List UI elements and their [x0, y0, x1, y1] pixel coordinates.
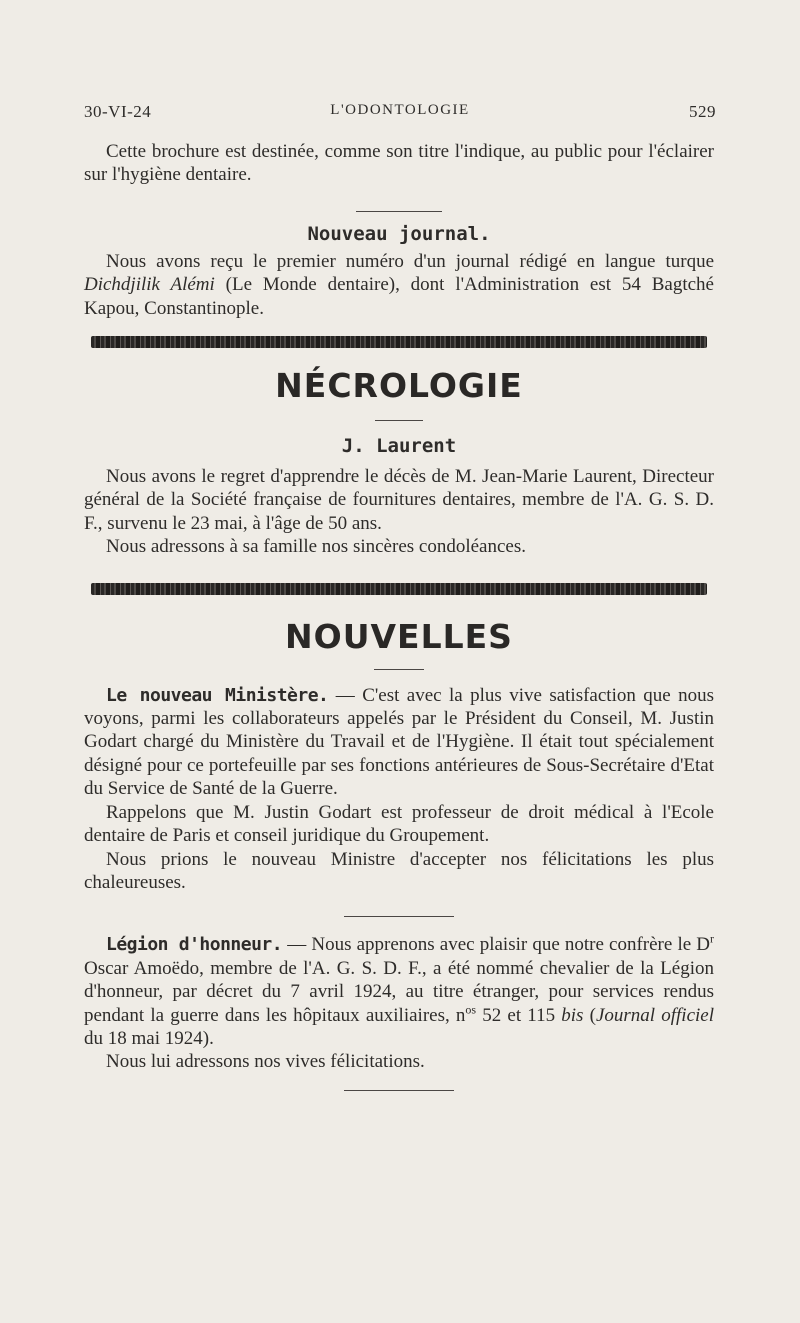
- nouvelles-title: NOUVELLES: [285, 616, 513, 656]
- text-run: du 18 mai 1924).: [84, 1027, 214, 1049]
- superscript: os: [465, 1002, 477, 1017]
- necrologie-subheading: J. Laurent: [341, 435, 457, 458]
- separator-rule: [356, 211, 442, 212]
- text-run: 52 et 115: [476, 1004, 562, 1026]
- text-run: Oscar Amoëdo, membre de l'A. G. S. D. F., a été nommé chevalier de la Légion d'honneur, par décret du 7 avril 1924, au titre étranger, pour services rendus pendant la guerre dans les hôpitaux auxiliaires, n: [84, 957, 714, 1026]
- necrologie-title: NÉCROLOGIE: [275, 366, 523, 406]
- text-run: Nous avons reçu le premier numéro d'un journal rédigé en langue turque: [106, 250, 714, 272]
- turkish-journal-title: Dichdjilik Alémi: [84, 274, 215, 296]
- journal-officiel-title: Journal officiel: [595, 1004, 714, 1026]
- ministere-paragraph: [84, 684, 714, 801]
- section-band: [91, 336, 707, 348]
- separator-rule: [374, 669, 424, 670]
- running-head: [84, 102, 716, 128]
- intro-paragraph: Cette brochure est destinée, comme son titre l'indique, au public pour l'éclairer sur l'hygiène dentaire.: [84, 141, 714, 186]
- nouveau-journal-paragraph: [84, 250, 714, 320]
- nouveau-journal-heading: Nouveau journal.: [307, 222, 491, 245]
- separator-rule: [375, 420, 423, 421]
- text-run: — Nous apprenons avec plaisir que notre confrère le D: [282, 934, 710, 956]
- legion-runin: Légion d'honneur.: [106, 934, 283, 956]
- page-body: [84, 140, 714, 1091]
- superscript: r: [710, 931, 714, 946]
- vives-felicitations-paragraph: Nous lui adressons nos vives félicitations.: [106, 1051, 425, 1073]
- legion-paragraph: [84, 933, 714, 1050]
- necrologie-paragraph: Nous avons le regret d'apprendre le décès de M. Jean-Marie Laurent, Directeur général de la Société française de fournitures dentaires, membre de l'A. G. S. D. F., survenu le 23 mai, à l'âge de 50 ans.: [84, 466, 714, 534]
- godart-paragraph: Rappelons que M. Justin Godart est professeur de droit médical à l'Ecole dentaire de Paris et conseil juridique du Groupement.: [84, 801, 714, 847]
- italic-bis: bis: [561, 1004, 584, 1026]
- ministere-runin: Le nouveau Ministère.: [106, 684, 329, 706]
- text-run: (: [583, 1004, 596, 1026]
- text-run: (Le Monde dentaire), dont l'Administration est 54 Bagtché Kapou, Constantinople.: [84, 274, 714, 319]
- section-band: [91, 583, 707, 595]
- text-run: — C'est avec la plus vive satisfaction que nous voyons, parmi les collaborateurs appelés par le Président du Conseil, M. Justin Godart chargé du Ministère du Travail et de l'Hygiène. Il était tout spécialement désigné pour ce portefeuille par ses fonctions antérieures de Sous-Secrétaire d'Etat du Service de Santé de la Guerre.: [84, 684, 714, 800]
- end-rule: [344, 1090, 454, 1091]
- condolences-paragraph: Nous adressons à sa famille nos sincères condoléances.: [106, 536, 526, 558]
- page-number: 529: [689, 102, 716, 121]
- issue-date: 30-VI-24: [84, 102, 152, 121]
- separator-rule: [344, 916, 454, 917]
- felicitations-paragraph: Nous prions le nouveau Ministre d'accepter nos félicitations les plus chaleureuses.: [84, 848, 714, 893]
- journal-title: L'ODONTOLOGIE: [330, 102, 470, 118]
